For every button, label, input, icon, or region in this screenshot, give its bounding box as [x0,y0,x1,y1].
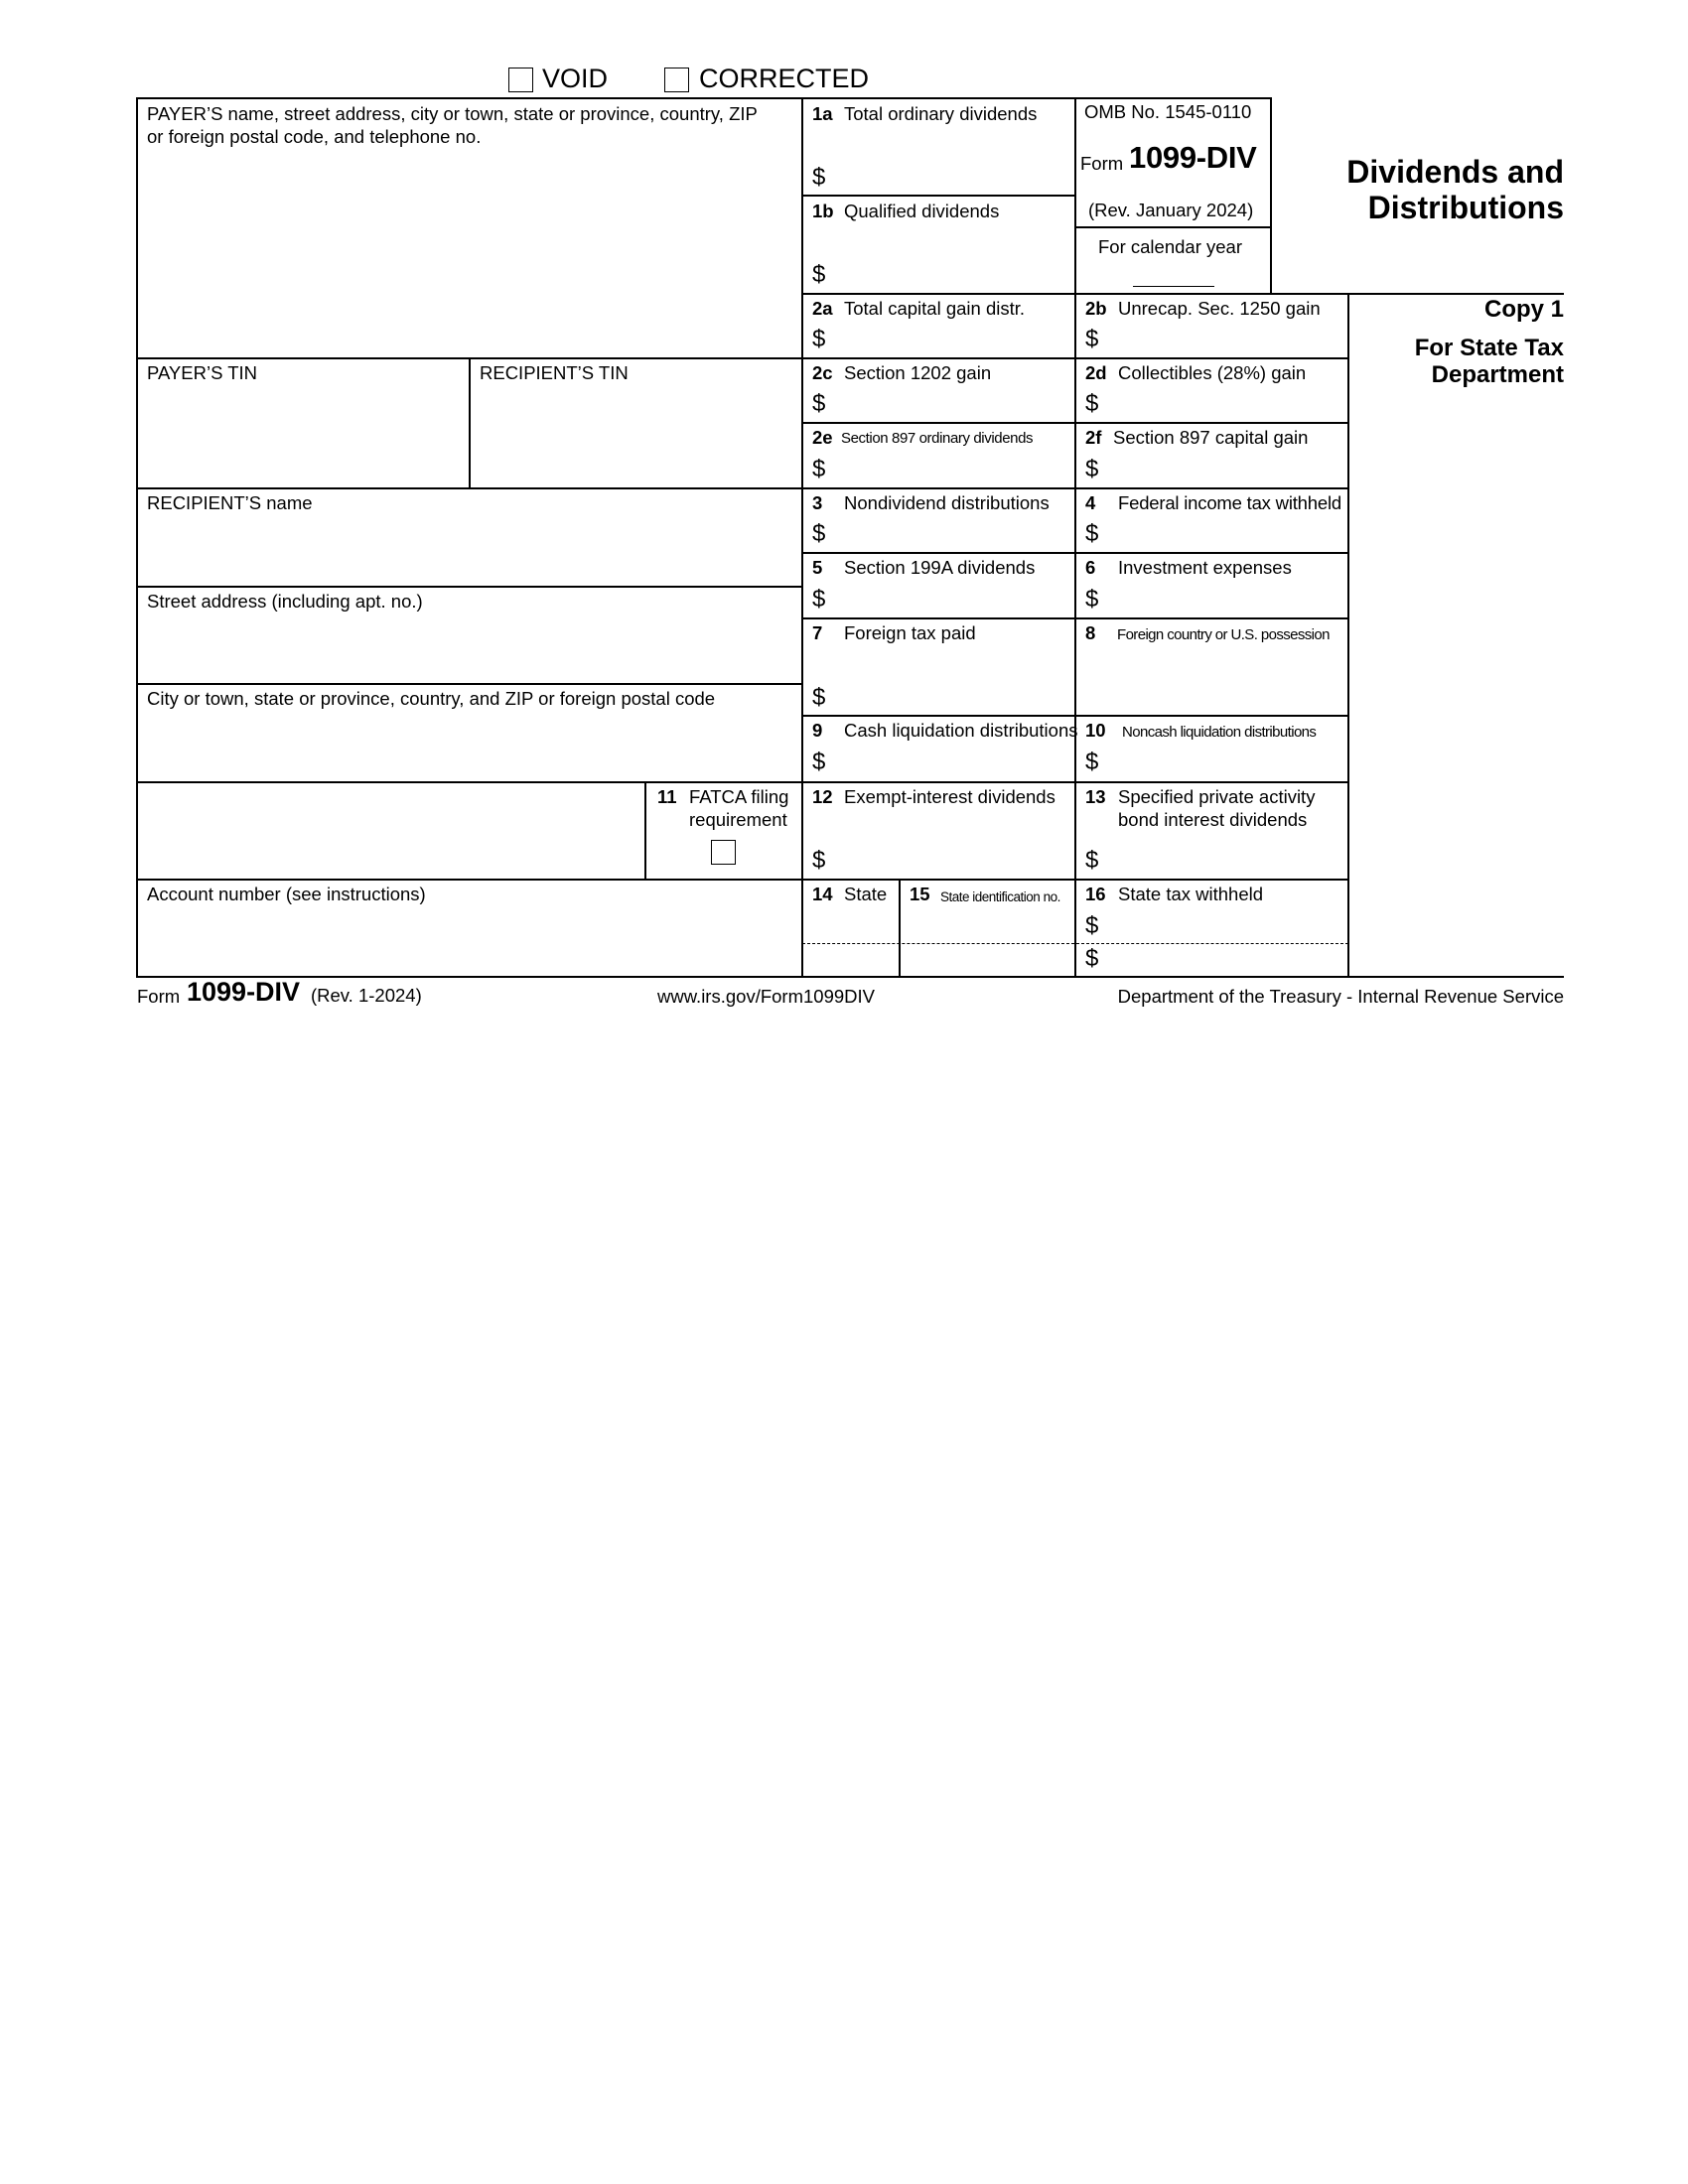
grid-line [801,422,1349,424]
void-checkbox[interactable] [508,68,533,92]
grid-line [1270,97,1272,294]
grid-line [1074,97,1076,978]
box-8-number: 8 [1085,622,1096,643]
grid-line [136,487,803,489]
grid-line [801,487,1349,489]
box-13-label: Specified private activity [1118,786,1316,807]
box-2b-number: 2b [1085,298,1107,319]
grid-line [801,552,1349,554]
recipient-tin-label: RECIPIENT’S TIN [480,362,629,383]
form-revision: (Rev. January 2024) [1088,200,1254,220]
omb-number: OMB No. 1545-0110 [1084,101,1252,122]
box-2e-field[interactable] [834,453,1072,485]
box-5-label: Section 199A dividends [844,557,1036,578]
box-2a-field[interactable] [834,323,1072,355]
box-13-label-cont: bond interest dividends [1118,809,1308,830]
box-10-field[interactable] [1107,746,1345,779]
box-15-field-1[interactable] [902,907,1073,942]
box-1a-label: Total ordinary dividends [844,103,1038,124]
form-border-bottom [136,976,1564,978]
box-2e-label: Section 897 ordinary dividends [841,430,1034,447]
box-2f-number: 2f [1085,427,1102,448]
copy-description: For State Tax [1414,335,1564,361]
dollar-sign: $ [812,390,826,417]
dollar-sign: $ [1085,456,1099,482]
footer-url: www.irs.gov/Form1099DIV [657,986,875,1007]
account-number-label: Account number (see instructions) [147,884,426,904]
box-13-field[interactable] [1107,842,1345,877]
dollar-sign: $ [812,586,826,613]
grid-line [801,293,1349,295]
dollar-sign: $ [1085,586,1099,613]
grid-line [801,97,803,978]
box-15-field-2[interactable] [902,945,1073,975]
city-label: City or town, state or province, country, and ZIP or foreign postal code [147,688,716,709]
payer-name-field[interactable] [139,151,800,355]
box-2b-label: Unrecap. Sec. 1250 gain [1118,298,1321,319]
fatca-checkbox[interactable] [711,840,736,865]
box-2e-number: 2e [812,427,833,448]
box-8-label: Foreign country or U.S. possession [1117,626,1330,643]
box-16-field-2[interactable] [1107,945,1345,975]
form-title: Dividends and [1346,154,1564,190]
form-border-top [136,97,1272,99]
payer-tin-field[interactable] [139,389,467,485]
dashed-line [802,943,1348,944]
box-2a-label: Total capital gain distr. [844,298,1026,319]
copy-label: Copy 1 [1483,296,1564,323]
grid-line [1347,293,1564,295]
box-13-number: 13 [1085,786,1106,807]
form-number: 1099-DIV [1129,140,1257,175]
city-field[interactable] [139,712,800,779]
footer-form-number: 1099-DIV [187,977,301,1007]
form-word: Form [1080,153,1124,174]
box-12-label: Exempt-interest dividends [844,786,1055,807]
box-11-label-cont: requirement [689,809,787,830]
grid-line [136,586,803,588]
dollar-sign: $ [812,847,826,874]
box-7-number: 7 [812,622,823,643]
payer-name-label: PAYER’S name, street address, city or town, state or province, country, ZIP [147,103,758,124]
dollar-sign: $ [812,164,826,191]
box-8-field[interactable] [1078,647,1345,713]
payer-tin-label: PAYER’S TIN [147,362,258,383]
dollar-sign: $ [1085,326,1099,352]
corrected-checkbox[interactable] [664,68,689,92]
dollar-sign: $ [1085,945,1099,972]
box-9-number: 9 [812,720,823,741]
box-9-label: Cash liquidation distributions [844,720,1078,741]
grid-line [644,781,646,880]
grid-line [801,195,1076,197]
dollar-sign: $ [1085,912,1099,939]
grid-line [801,715,1349,717]
box-3-field[interactable] [834,517,1072,550]
dollar-sign: $ [1085,749,1099,775]
box-1b-field[interactable] [834,256,1072,290]
form-border-left [136,97,138,978]
box-1a-field[interactable] [834,159,1072,193]
dollar-sign: $ [1085,390,1099,417]
street-address-label: Street address (including apt. no.) [147,591,423,612]
grid-line [899,879,901,978]
copy-description-cont: Department [1431,361,1564,388]
box-11-number: 11 [657,786,677,807]
footer-revision: (Rev. 1-2024) [311,985,422,1006]
corrected-label: CORRECTED [699,64,870,93]
box-15-number: 15 [910,884,930,904]
grid-line [1347,293,1349,978]
grid-line [801,617,1349,619]
grid-line [136,683,803,685]
grid-line [801,781,1349,783]
box-2f-label: Section 897 capital gain [1113,427,1309,448]
box-5-number: 5 [812,557,823,578]
recipient-tin-field[interactable] [473,389,800,485]
box-2c-number: 2c [812,362,833,383]
dollar-sign: $ [812,261,826,288]
box-4-number: 4 [1085,492,1096,513]
box-5-field[interactable] [834,583,1072,615]
grid-line [801,357,1349,359]
box-12-number: 12 [812,786,833,807]
box-14-field-2[interactable] [804,945,898,975]
box-1a-number: 1a [812,103,833,124]
box-16-number: 16 [1085,884,1106,904]
account-number-field[interactable] [139,907,800,975]
box-2c-label: Section 1202 gain [844,362,992,383]
grid-line [1133,286,1214,287]
footer-agency: Department of the Treasury - Internal Revenue Service [1117,986,1564,1007]
box-10-number: 10 [1085,720,1106,741]
footer-form-word: Form [137,986,181,1007]
box-3-number: 3 [812,492,823,513]
box-6-number: 6 [1085,557,1096,578]
box-2a-number: 2a [812,298,833,319]
box-2d-label: Collectibles (28%) gain [1118,362,1307,383]
grid-line [469,357,471,488]
dollar-sign: $ [1085,847,1099,874]
street-address-field[interactable] [139,614,800,682]
calendar-year-field[interactable] [1133,260,1214,286]
box-11-label: FATCA filing [689,786,789,807]
box-6-field[interactable] [1107,583,1345,615]
box-6-label: Investment expenses [1118,557,1292,578]
dollar-sign: $ [812,684,826,711]
box-2f-field[interactable] [1107,453,1345,485]
box-2c-field[interactable] [834,387,1072,420]
box-4-label: Federal income tax withheld [1118,492,1341,513]
grid-line [136,781,803,783]
box-14-field-1[interactable] [804,907,898,942]
box-14-number: 14 [812,884,833,904]
box-7-field[interactable] [834,679,1072,713]
recipient-name-label: RECIPIENT’S name [147,492,313,513]
grid-line [136,879,803,881]
box-10-label: Noncash liquidation distributions [1122,724,1317,741]
dollar-sign: $ [812,520,826,547]
dollar-sign: $ [812,749,826,775]
box-2d-field[interactable] [1107,387,1345,420]
dollar-sign: $ [812,456,826,482]
recipient-name-field[interactable] [139,516,800,584]
box-1b-label: Qualified dividends [844,201,1000,221]
void-label: VOID [542,64,609,93]
calendar-year-label: For calendar year [1098,236,1242,257]
payer-name-label-cont: or foreign postal code, and telephone no. [147,126,482,147]
box-16-field-1[interactable] [1107,907,1345,942]
grid-line [801,879,1349,881]
box-7-label: Foreign tax paid [844,622,976,643]
box-15-label: State identification no. [940,889,1060,904]
box-12-field[interactable] [834,842,1072,877]
box-9-field[interactable] [834,746,1072,779]
box-2d-number: 2d [1085,362,1107,383]
grid-line [1075,226,1272,228]
box-14-label: State [844,884,888,904]
dollar-sign: $ [1085,520,1099,547]
form-title-cont: Distributions [1367,190,1564,225]
box-16-label: State tax withheld [1118,884,1264,904]
box-1b-number: 1b [812,201,834,221]
dollar-sign: $ [812,326,826,352]
box-2b-field[interactable] [1107,323,1345,355]
box-4-field[interactable] [1107,517,1345,550]
box-3-label: Nondividend distributions [844,492,1050,513]
blank-field[interactable] [139,784,642,877]
